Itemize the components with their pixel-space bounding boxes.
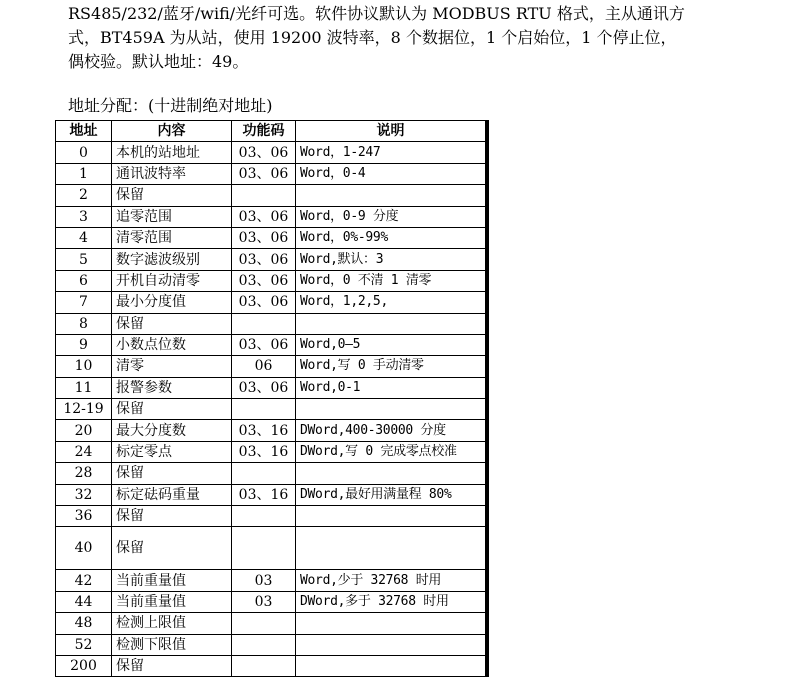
cell-description: Word，0%-99%	[296, 227, 486, 248]
cell-address: 6	[56, 270, 112, 291]
cell-function-code: 03	[232, 591, 296, 612]
cell-content: 最大分度数	[112, 420, 232, 441]
cell-function-code: 03、06	[232, 142, 296, 163]
cell-address: 44	[56, 591, 112, 612]
cell-function-code: 03、16	[232, 420, 296, 441]
cell-description	[296, 313, 486, 334]
header-description: 说明	[296, 121, 486, 142]
cell-content: 追零范围	[112, 206, 232, 227]
cell-address: 3	[56, 206, 112, 227]
cell-description: Word,0—5	[296, 334, 486, 355]
cell-content: 当前重量值	[112, 591, 232, 612]
cell-description: Word，0-4	[296, 163, 486, 184]
cell-address: 36	[56, 506, 112, 527]
cell-description	[296, 463, 486, 484]
table-row	[56, 313, 486, 334]
table-row	[56, 655, 486, 676]
header-address: 地址	[56, 121, 112, 142]
cell-function-code: 03、06	[232, 334, 296, 355]
cell-description: Word,写 0 手动清零	[296, 356, 486, 377]
cell-function-code: 03、06	[232, 292, 296, 313]
table-row	[56, 420, 486, 441]
cell-address: 28	[56, 463, 112, 484]
cell-content: 保留	[112, 506, 232, 527]
table-row	[56, 292, 486, 313]
table-row	[56, 206, 486, 227]
table-row	[56, 334, 486, 355]
cell-function-code	[232, 463, 296, 484]
table-row	[56, 377, 486, 398]
cell-content: 小数点位数	[112, 334, 232, 355]
table-row	[56, 249, 486, 270]
cell-function-code	[232, 613, 296, 634]
cell-address: 24	[56, 441, 112, 462]
cell-function-code	[232, 399, 296, 420]
cell-content: 检测上限值	[112, 613, 232, 634]
cell-description: DWord,最好用满量程 80%	[296, 484, 486, 505]
cell-content: 保留	[112, 313, 232, 334]
cell-address: 32	[56, 484, 112, 505]
cell-content: 报警参数	[112, 377, 232, 398]
table-row	[56, 185, 486, 206]
cell-description: Word,少于 32768 时用	[296, 570, 486, 591]
cell-description: Word，0-9 分度	[296, 206, 486, 227]
cell-description	[296, 655, 486, 676]
cell-function-code: 03、06	[232, 206, 296, 227]
cell-description: DWord,写 0 完成零点校准	[296, 441, 486, 462]
table-row	[56, 270, 486, 291]
cell-description: DWord,400-30000 分度	[296, 420, 486, 441]
cell-description	[296, 506, 486, 527]
cell-address: 48	[56, 613, 112, 634]
cell-address: 2	[56, 185, 112, 206]
table-row	[56, 227, 486, 248]
cell-content: 清零	[112, 356, 232, 377]
cell-address: 0	[56, 142, 112, 163]
cell-address: 4	[56, 227, 112, 248]
cell-description	[296, 399, 486, 420]
cell-address: 10	[56, 356, 112, 377]
cell-content: 保留	[112, 527, 232, 570]
cell-function-code: 03、06	[232, 163, 296, 184]
cell-content: 当前重量值	[112, 570, 232, 591]
cell-function-code: 03、06	[232, 249, 296, 270]
cell-address: 52	[56, 634, 112, 655]
table-row	[56, 142, 486, 163]
cell-address: 42	[56, 570, 112, 591]
cell-description	[296, 634, 486, 655]
cell-address: 8	[56, 313, 112, 334]
cell-description: Word,默认：3	[296, 249, 486, 270]
cell-function-code	[232, 655, 296, 676]
cell-description: Word，1,2,5,	[296, 292, 486, 313]
intro-line: RS485/232/蓝牙/wifi/光纤可选。软件协议默认为 MODBUS RTU 格式，主从通讯方	[68, 4, 685, 23]
table-row	[56, 527, 486, 570]
cell-content: 数字滤波级别	[112, 249, 232, 270]
cell-address: 5	[56, 249, 112, 270]
cell-description	[296, 185, 486, 206]
cell-function-code: 03、06	[232, 227, 296, 248]
table-row	[56, 356, 486, 377]
cell-function-code	[232, 185, 296, 206]
table-row	[56, 591, 486, 612]
cell-description: DWord,多于 32768 时用	[296, 591, 486, 612]
cell-content: 开机自动清零	[112, 270, 232, 291]
cell-function-code: 03、16	[232, 441, 296, 462]
cell-content: 通讯波特率	[112, 163, 232, 184]
cell-content: 标定砝码重量	[112, 484, 232, 505]
table-header-row	[56, 121, 486, 142]
address-table-container	[55, 120, 489, 677]
table-row	[56, 163, 486, 184]
cell-content: 最小分度值	[112, 292, 232, 313]
cell-address: 9	[56, 334, 112, 355]
cell-content: 标定零点	[112, 441, 232, 462]
cell-function-code: 03	[232, 570, 296, 591]
cell-function-code: 03、06	[232, 377, 296, 398]
cell-function-code	[232, 313, 296, 334]
cell-address: 1	[56, 163, 112, 184]
intro-line: 式，BT459A 为从站，使用 19200 波特率，8 个数据位，1 个启始位，1 个停止位，	[68, 28, 677, 47]
cell-address: 20	[56, 420, 112, 441]
cell-content: 保留	[112, 185, 232, 206]
cell-function-code	[232, 527, 296, 570]
table-row	[56, 570, 486, 591]
cell-function-code	[232, 634, 296, 655]
cell-content: 保留	[112, 463, 232, 484]
table-row	[56, 463, 486, 484]
table-body	[56, 142, 486, 677]
cell-function-code: 03、06	[232, 270, 296, 291]
cell-content: 保留	[112, 399, 232, 420]
cell-address: 7	[56, 292, 112, 313]
header-content: 内容	[112, 121, 232, 142]
cell-description: Word，1-247	[296, 142, 486, 163]
header-function-code: 功能码	[232, 121, 296, 142]
cell-address: 40	[56, 527, 112, 570]
cell-address: 12-19	[56, 399, 112, 420]
cell-function-code	[232, 506, 296, 527]
intro-line: 偶校验。默认地址：49。	[68, 52, 249, 71]
table-row	[56, 441, 486, 462]
cell-function-code: 06	[232, 356, 296, 377]
table-row	[56, 506, 486, 527]
cell-content: 保留	[112, 655, 232, 676]
cell-description	[296, 613, 486, 634]
cell-content: 检测下限值	[112, 634, 232, 655]
table-row	[56, 613, 486, 634]
table-caption: 地址分配：(十进制绝对地址)	[68, 96, 273, 115]
cell-function-code: 03、16	[232, 484, 296, 505]
table-row	[56, 484, 486, 505]
table-row	[56, 399, 486, 420]
cell-description	[296, 527, 486, 570]
cell-address: 200	[56, 655, 112, 676]
cell-address: 11	[56, 377, 112, 398]
address-table	[55, 120, 486, 677]
cell-description: Word,0-1	[296, 377, 486, 398]
table-row	[56, 634, 486, 655]
cell-description: Word，0 不清 1 清零	[296, 270, 486, 291]
cell-content: 清零范围	[112, 227, 232, 248]
intro-paragraph	[68, 2, 768, 74]
cell-content: 本机的站地址	[112, 142, 232, 163]
